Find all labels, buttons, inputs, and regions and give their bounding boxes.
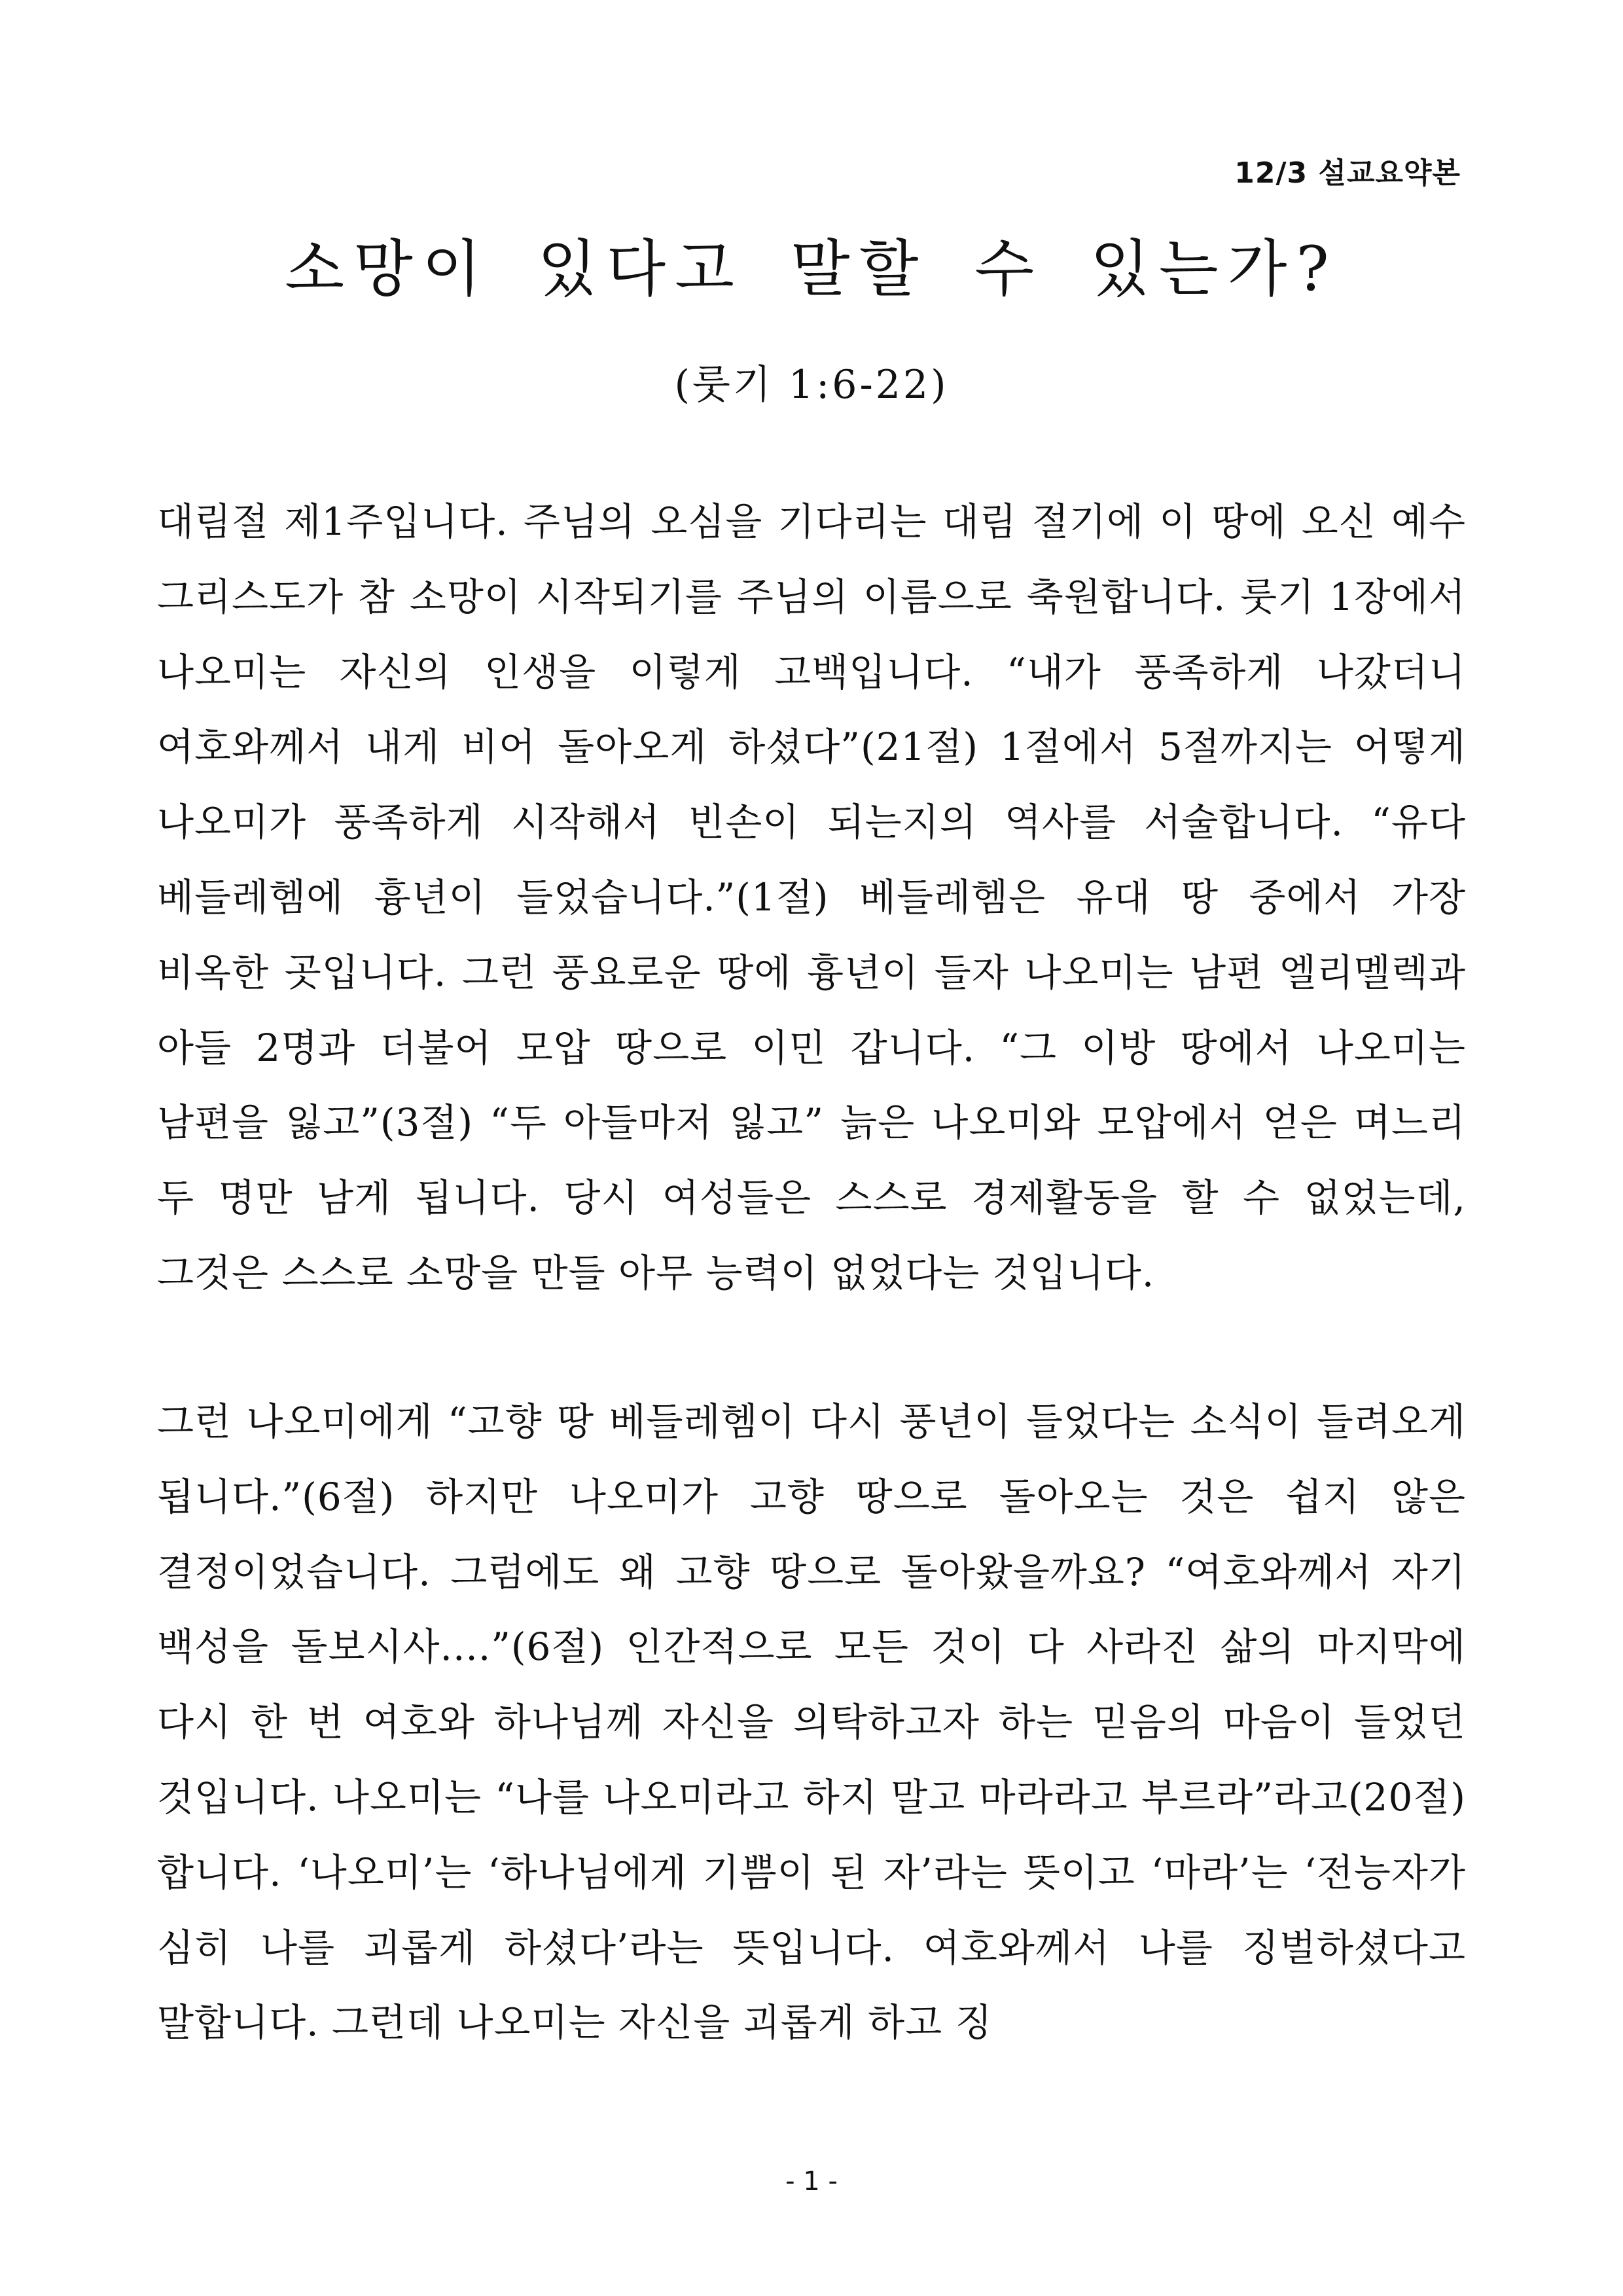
body-paragraph: 대림절 제1주입니다. 주님의 오심을 기다리는 대림 절기에 이 땅에 오신 예수 그리스도가 참 소망이 시작되기를 주님의 이름으로 축원합니다. 룻기 1장에서 나오미는 자신의 인생을 이렇게 고백입니다. “내가 풍족하게 나갔더니 여호와께서 내게 비어 돌아오게 하셨다”(21절) 1절에서 5절까지는 어떻게 나오미가 풍족하게 시작해서 빈손이 되는지의 역사를 서술합니다. “유다 베들레헴에 흉년이 들었습니다.”(1절) 베들레헴은 유대 땅 중에서 가장 비옥한 곳입니다. 그런 풍요로운 땅에 흉년이 들자 나오미는 남편 엘리멜렉과 아들 2명과 더불어 모압 땅으로 이민 갑니다. “그 이방 땅에서 나오미는 남편을 잃고”(3절) “두 아들마저 잃고” 늙은 나오미와 모압에서 얻은 며느리 두 명만 남게 됩니다. 당시 여성들은 스스로 경제활동을 할 수 없었는데, 그것은 스스로 소망을 만들 아무 능력이 없었다는 것입니다. [157,499,1466,1295]
sermon-title: 소망이 있다고 말할 수 있는가? [285,234,1338,305]
document-header-label: 12/3 설교요약본 [1234,156,1461,190]
body-paragraph: 그런 나오미에게 “고향 땅 베들레헴이 다시 풍년이 들었다는 소식이 들려오게 됩니다.”(6절) 하지만 나오미가 고향 땅으로 돌아오는 것은 쉽지 않은 결정이었습니다. 그럼에도 왜 고향 땅으로 돌아왔을까요? “여호와께서 자기 백성을 돌보시사....”(6절) 인간적으로 모든 것이 다 사라진 삶의 마지막에 다시 한 번 여호와 하나님께 자신을 의탁하고자 하는 믿음의 마음이 들었던 것입니다. 나오미는 “나를 나오미라고 하지 말고 마라라고 부르라”라고(20절) 합니다. ‘나오미’는 ‘하나님에게 기쁨이 된 자’라는 뜻이고 ‘마라’는 ‘전능자가 심히 나를 괴롭게 하셨다’라는 뜻입니다. 여호와께서 나를 징벌하셨다고 말합니다. 그런데 나오미는 자신을 괴롭게 하고 징 [157,1399,1466,2045]
page-number: - 1 - [785,2166,838,2197]
scripture-reference: (룻기 1:6-22) [674,362,949,408]
